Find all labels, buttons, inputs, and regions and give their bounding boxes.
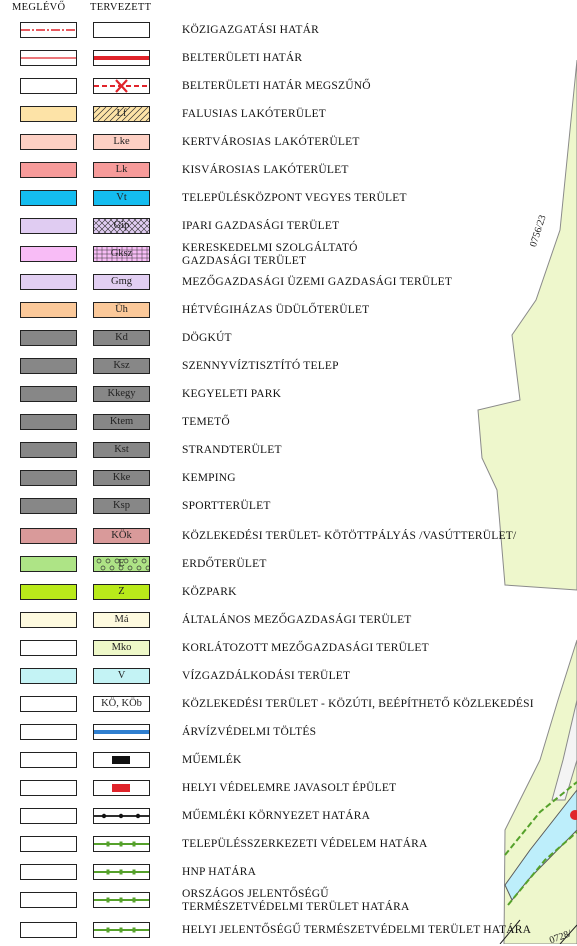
planned-swatch [93,246,150,262]
existing-swatch [20,50,77,66]
existing-swatch [20,836,77,852]
legend-label-line: ÁRVÍZVÉDELMI TÖLTÉS [182,726,317,738]
legend-label [182,242,358,268]
legend-row [0,299,577,321]
legend-label [182,24,319,37]
legend-label [182,444,282,457]
zone-code: Kst [114,444,129,455]
existing-swatch [20,864,77,880]
legend-row [0,411,577,433]
legend-label-line-2: TERMÉSZETVÉDELMI TERÜLET HATÁRA [182,901,410,913]
legend-row [0,19,577,41]
legend-row [0,777,577,799]
planned-swatch [93,808,150,824]
legend-label-line: KORLÁTOZOTT MEZŐGAZDASÁGI TERÜLET [182,642,429,654]
legend-label-line: HÉTVÉGIHÁZAS ÜDÜLŐTERÜLET [182,304,370,316]
legend-label-line: HELYI VÉDELEMRE JAVASOLT ÉPÜLET [182,782,397,794]
existing-swatch [20,668,77,684]
legend-label-line: ORSZÁGOS JELENTŐSÉGŰ [182,888,329,900]
planned-swatch [93,162,150,178]
legend-label-line: DÖGKÚT [182,332,232,344]
planned-swatch [93,922,150,938]
existing-swatch [20,498,77,514]
legend-label-line: MŰEMLÉKI KÖRNYEZET HATÁRA [182,810,371,822]
legend-label [182,136,360,149]
planned-swatch [93,190,150,206]
existing-swatch [20,22,77,38]
existing-swatch [20,808,77,824]
planned-swatch [93,302,150,318]
planned-swatch [93,218,150,234]
existing-swatch [20,134,77,150]
planned-swatch [93,696,150,712]
legend-label [182,500,271,513]
legend-label [182,924,531,937]
legend-label-line: SZENNYVÍZTISZTÍTÓ TELEP [182,360,339,372]
legend-label-line: KÖZLEKEDÉSI TERÜLET - KÖZÚTI, BEÉPÍTHETŐ KÖZLEKEDÉSI [182,698,534,710]
zone-code: Ksp [113,500,130,511]
legend-label-line: ERDŐTERÜLET [182,558,267,570]
existing-swatch [20,190,77,206]
legend-label [182,614,412,627]
planned-swatch [93,752,150,768]
legend-label-line: KERESKEDELMI SZOLGÁLTATÓ [182,242,358,254]
planned-swatch [93,78,150,94]
legend-row [0,243,577,265]
planned-swatch [93,330,150,346]
planned-swatch [93,274,150,290]
legend-label [182,360,339,373]
legend-row [0,467,577,489]
zone-code: Kd [115,332,128,343]
planned-swatch [93,668,150,684]
planned-swatch [93,892,150,908]
legend-label [182,530,516,543]
legend-row [0,159,577,181]
legend-label [182,726,316,739]
legend-row [0,861,577,883]
legend-row [0,581,577,603]
legend-label-line: HNP HATÁRA [182,866,257,878]
zone-code: Lf [116,108,127,119]
planned-swatch [93,498,150,514]
legend-label [182,866,256,879]
zone-code: Vt [116,192,127,203]
planned-swatch [93,470,150,486]
planned-swatch [93,106,150,122]
existing-swatch [20,556,77,572]
zone-code: Gip [113,220,130,231]
legend-label-line: KÖZPARK [182,586,237,598]
legend-label [182,80,371,93]
zone-code: Üh [115,304,128,315]
existing-swatch [20,640,77,656]
legend-label-line: TELEPÜLÉSSZERKEZETI VÉDELEM HATÁRA [182,838,428,850]
existing-swatch [20,612,77,628]
planned-swatch [93,50,150,66]
planned-swatch [93,836,150,852]
zone-code: E [118,558,125,569]
existing-swatch [20,892,77,908]
legend-label [182,698,534,711]
legend-label [182,220,339,233]
legend-label-line: KERTVÁROSIAS LAKÓTERÜLET [182,136,360,148]
existing-swatch [20,386,77,402]
existing-swatch [20,470,77,486]
legend-label [182,304,369,317]
legend-label-line: MŰEMLÉK [182,754,242,766]
legend-label [182,838,428,851]
existing-swatch [20,442,77,458]
zone-code: Mko [111,642,132,653]
legend-row [0,271,577,293]
existing-swatch [20,302,77,318]
legend-label-line: BELTERÜLETI HATÁR MEGSZŰNŐ [182,80,371,92]
legend-label-line: KEMPING [182,472,236,484]
existing-swatch [20,162,77,178]
legend-label-line: HELYI JELENTŐSÉGŰ TERMÉSZETVÉDELMI TERÜLET HATÁRA [182,924,532,936]
legend-row [0,47,577,69]
legend-row [0,75,577,97]
zone-code: Gmg [111,276,132,287]
planned-column-header: TERVEZETT [90,2,152,13]
planned-swatch [93,358,150,374]
legend-label [182,670,350,683]
legend-label [182,810,370,823]
legend-label [182,108,326,121]
existing-swatch [20,922,77,938]
legend-label [182,332,232,345]
existing-swatch [20,414,77,430]
existing-swatch [20,528,77,544]
planned-swatch [93,584,150,600]
legend-row [0,553,577,575]
legend-label-line: KÖZLEKEDÉSI TERÜLET- KÖTÖTTPÁLYÁS /VASÚTTERÜLET/ [182,530,517,542]
zone-code: Ksz [113,360,130,371]
legend-row [0,919,577,941]
legend-label-line-2: GAZDASÁGI TERÜLET [182,255,307,267]
legend-label-line: SPORTTERÜLET [182,500,271,512]
zone-code: Má [114,614,129,625]
existing-swatch [20,330,77,346]
existing-column-header: MEGLÉVŐ [12,2,66,13]
legend-label [182,888,409,914]
legend-label-line: STRANDTERÜLET [182,444,282,456]
planned-swatch [93,556,150,572]
legend-row [0,609,577,631]
planned-swatch [93,640,150,656]
legend-row [0,805,577,827]
planned-swatch [93,22,150,38]
zone-code: Lke [113,136,130,147]
planned-swatch [93,612,150,628]
legend-row [0,525,577,547]
existing-swatch [20,218,77,234]
planned-swatch [93,864,150,880]
legend-label [182,472,236,485]
legend-label [182,388,281,401]
planned-swatch [93,386,150,402]
parcel-number-2: 0728/ [548,928,574,946]
legend-label [182,416,230,429]
legend-label-line: FALUSIAS LAKÓTERÜLET [182,108,327,120]
legend-row [0,833,577,855]
legend-label [182,558,267,571]
zone-code: Kkegy [107,388,136,399]
existing-swatch [20,358,77,374]
zone-code: KÖ, KÖb [101,698,142,709]
zone-code: Lk [115,164,128,175]
planned-swatch [93,724,150,740]
legend-row [0,327,577,349]
legend-row [0,721,577,743]
existing-swatch [20,584,77,600]
legend-label-line: MEZŐGAZDASÁGI ÜZEMI GAZDASÁGI TERÜLET [182,276,453,288]
legend-label-line: BELTERÜLETI HATÁR [182,52,303,64]
legend-label [182,276,452,289]
planned-swatch [93,780,150,796]
existing-swatch [20,274,77,290]
legend-row [0,215,577,237]
legend-row [0,103,577,125]
existing-swatch [20,78,77,94]
legend-row [0,749,577,771]
legend-row [0,665,577,687]
legend-row [0,131,577,153]
existing-swatch [20,106,77,122]
planned-swatch [93,528,150,544]
legend-row [0,495,577,517]
parcel-number: 0756/23 [528,213,549,249]
legend-row [0,383,577,405]
legend-row [0,355,577,377]
legend-label-line: IPARI GAZDASÁGI TERÜLET [182,220,340,232]
legend-label [182,586,237,599]
existing-swatch [20,752,77,768]
existing-swatch [20,246,77,262]
planned-swatch [93,134,150,150]
legend-row [0,439,577,461]
legend-label [182,754,242,767]
legend-label-line: TELEPÜLÉSKÖZPONT VEGYES TERÜLET [182,192,407,204]
legend-label-line: KÖZIGAZGATÁSI HATÁR [182,24,319,36]
existing-swatch [20,780,77,796]
legend-label-line: KISVÁROSIAS LAKÓTERÜLET [182,164,349,176]
legend-label [182,642,429,655]
zone-code: Kke [112,472,131,483]
legend-label [182,52,302,65]
legend-label [182,192,407,205]
zone-code: Ktem [109,416,134,427]
legend-row [0,889,577,911]
legend-row [0,693,577,715]
legend-label-line: ÁLTALÁNOS MEZŐGAZDASÁGI TERÜLET [182,614,412,626]
existing-swatch [20,696,77,712]
zone-code: V [117,670,126,681]
planned-swatch [93,442,150,458]
zone-code: Gksz [110,248,133,259]
legend-label-line: VÍZGAZDÁLKODÁSI TERÜLET [182,670,351,682]
zone-code: Z [118,586,125,597]
zone-code: KÖk [111,530,132,541]
existing-swatch [20,724,77,740]
legend-label [182,782,396,795]
planned-swatch [93,414,150,430]
legend-label-line: KEGYELETI PARK [182,388,282,400]
legend-label [182,164,349,177]
legend-row [0,637,577,659]
legend-label-line: TEMETŐ [182,416,230,428]
legend-row [0,187,577,209]
